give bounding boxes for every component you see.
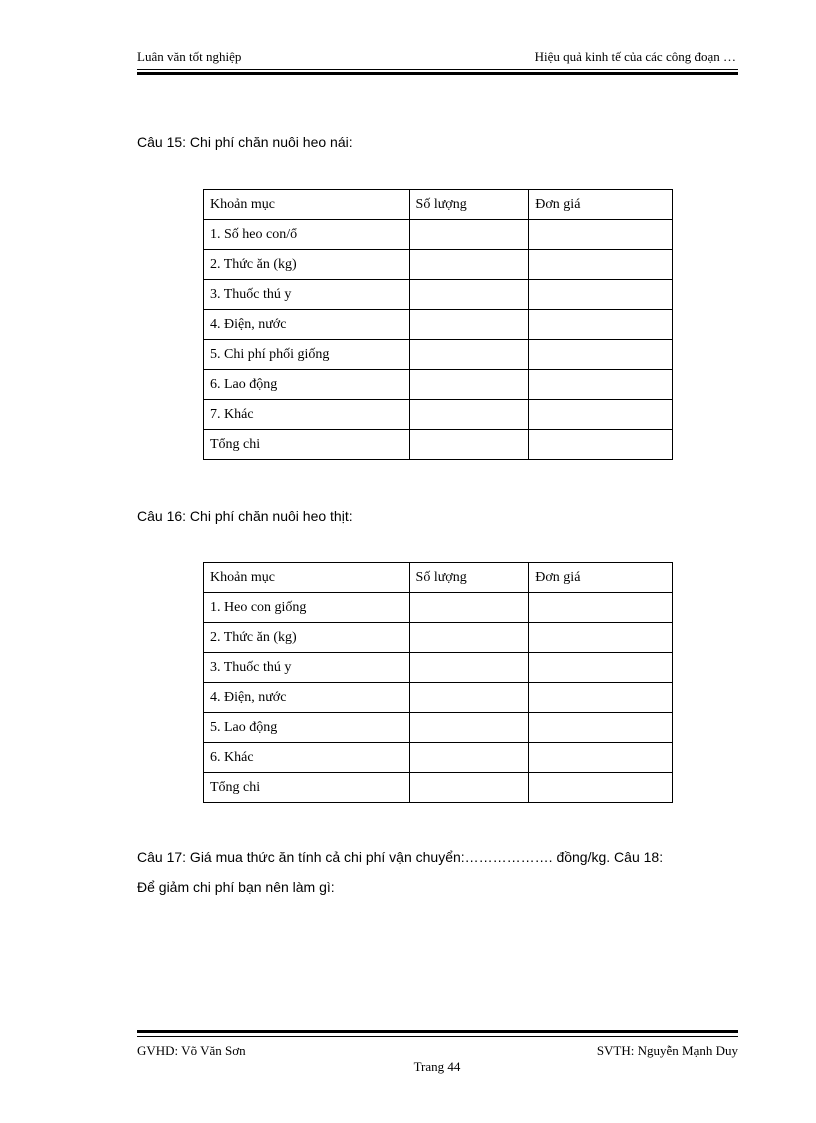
question-18-line: Để giảm chi phí bạn nên làm gì: xyxy=(137,879,335,895)
row-label: 3. Thuốc thú y xyxy=(204,280,410,310)
table-row xyxy=(204,370,673,400)
table-row xyxy=(204,430,673,460)
table-row xyxy=(204,593,673,623)
sow-cost-table xyxy=(203,189,673,460)
table-row xyxy=(204,310,673,340)
unit-price-cell xyxy=(529,683,673,713)
table-row xyxy=(204,220,673,250)
quantity-cell xyxy=(409,653,529,683)
row-label: 5. Lao động xyxy=(204,713,410,743)
table-row xyxy=(204,400,673,430)
table-header-row xyxy=(204,563,673,593)
quantity-cell xyxy=(409,400,529,430)
column-header: Đơn giá xyxy=(529,190,673,220)
unit-price-cell xyxy=(529,593,673,623)
header-right: Hiệu quả kinh tế của các công đoạn … xyxy=(534,49,736,64)
quantity-cell xyxy=(409,773,529,803)
unit-price-cell xyxy=(529,340,673,370)
pig-cost-table xyxy=(203,562,673,803)
row-label: 3. Thuốc thú y xyxy=(204,653,410,683)
unit-price-cell xyxy=(529,220,673,250)
row-label: Tổng chi xyxy=(204,430,410,460)
table-header-row xyxy=(204,190,673,220)
unit-price-cell xyxy=(529,713,673,743)
unit-price-cell xyxy=(529,310,673,340)
unit-price-cell xyxy=(529,653,673,683)
row-label: 2. Thức ăn (kg) xyxy=(204,250,410,280)
quantity-cell xyxy=(409,310,529,340)
unit-price-cell xyxy=(529,250,673,280)
row-label: 5. Chi phí phối giống xyxy=(204,340,410,370)
row-label: 1. Heo con giống xyxy=(204,593,410,623)
question-15-title: Câu 15: Chi phí chăn nuôi heo nái: xyxy=(137,134,353,150)
quantity-cell xyxy=(409,593,529,623)
row-label: 2. Thức ăn (kg) xyxy=(204,623,410,653)
table-row xyxy=(204,773,673,803)
column-header: Số lượng xyxy=(409,190,529,220)
footer-left: GVHD: Võ Văn Sơn xyxy=(137,1043,246,1058)
quantity-cell xyxy=(409,340,529,370)
table-row xyxy=(204,623,673,653)
footer-right: SVTH: Nguyễn Mạnh Duy xyxy=(596,1043,738,1058)
row-label: 6. Lao động xyxy=(204,370,410,400)
quantity-cell xyxy=(409,280,529,310)
unit-price-cell xyxy=(529,623,673,653)
quantity-cell xyxy=(409,430,529,460)
unit-price-cell xyxy=(529,400,673,430)
quantity-cell xyxy=(409,683,529,713)
table-row xyxy=(204,743,673,773)
row-label: 4. Điện, nước xyxy=(204,310,410,340)
quantity-cell xyxy=(409,743,529,773)
column-header: Khoản mục xyxy=(204,563,410,593)
unit-price-cell xyxy=(529,743,673,773)
table-row xyxy=(204,683,673,713)
header-rule-thick xyxy=(137,72,738,75)
quantity-cell xyxy=(409,713,529,743)
page-number: Trang 44 xyxy=(413,1059,461,1074)
unit-price-cell xyxy=(529,280,673,310)
table-row xyxy=(204,280,673,310)
unit-price-cell xyxy=(529,430,673,460)
unit-price-cell xyxy=(529,370,673,400)
row-label: 4. Điện, nước xyxy=(204,683,410,713)
question-16-title: Câu 16: Chi phí chăn nuôi heo thịt: xyxy=(137,508,353,524)
row-label: 1. Số heo con/ổ xyxy=(204,220,410,250)
column-header: Số lượng xyxy=(409,563,529,593)
table-row xyxy=(204,713,673,743)
footer-rule-thick xyxy=(137,1030,738,1033)
table-row xyxy=(204,653,673,683)
header-rule-thin xyxy=(137,69,738,70)
footer-rule-thin xyxy=(137,1036,738,1037)
header-left: Luân văn tốt nghiệp xyxy=(137,49,242,64)
unit-price-cell xyxy=(529,773,673,803)
question-17-line: Câu 17: Giá mua thức ăn tính cả chi phí vận chuyển:………………. đồng/kg. Câu 18: xyxy=(137,849,664,865)
table-row xyxy=(204,340,673,370)
quantity-cell xyxy=(409,370,529,400)
row-label: Tổng chi xyxy=(204,773,410,803)
row-label: 6. Khác xyxy=(204,743,410,773)
table-row xyxy=(204,250,673,280)
row-label: 7. Khác xyxy=(204,400,410,430)
quantity-cell xyxy=(409,220,529,250)
quantity-cell xyxy=(409,250,529,280)
column-header: Khoản mục xyxy=(204,190,410,220)
quantity-cell xyxy=(409,623,529,653)
column-header: Đơn giá xyxy=(529,563,673,593)
